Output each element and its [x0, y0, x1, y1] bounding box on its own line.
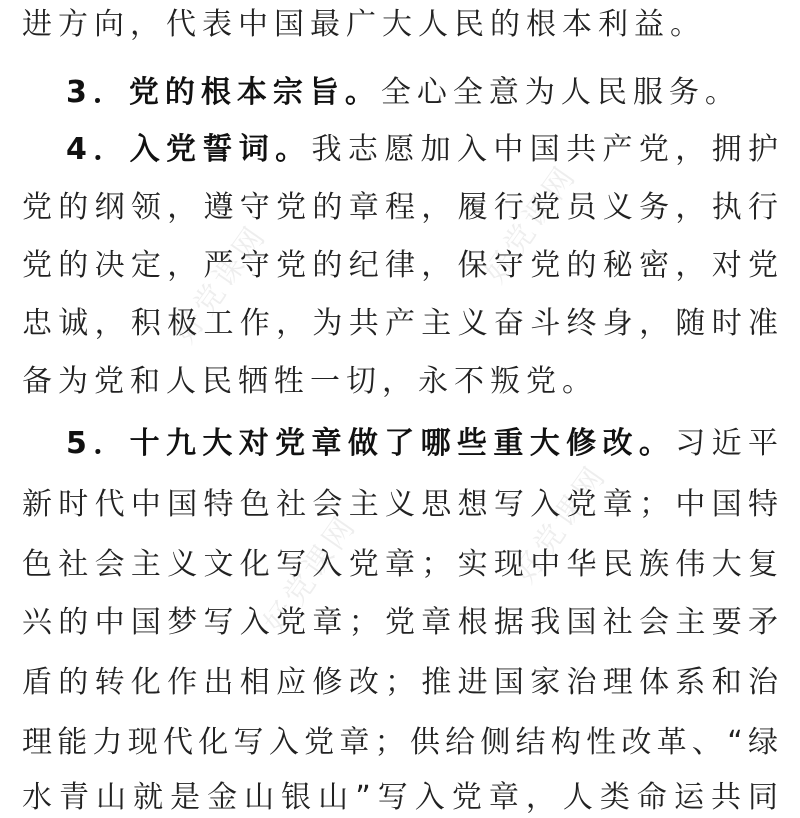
watermark: 好党课网: [167, 218, 275, 350]
text-line: 兴的中国梦写入党章；党章根据我国社会主要矛: [22, 605, 778, 640]
text-line: 水青山就是金山银山”写入党章，人类命运共同: [22, 780, 778, 815]
line-text: 我志愿加入中国共产党，拥护: [311, 132, 778, 167]
line-text: 进方向，代表中国最广大人民的根本利益。: [22, 7, 706, 42]
text-line: 新时代中国特色社会主义思想写入党章；中国特: [22, 487, 778, 522]
text-line: 色社会主义文化写入党章；实现中华民族伟大复: [22, 547, 778, 582]
watermark: 好党课网: [477, 158, 585, 290]
text-line: [22, 5, 778, 45]
watermark: 好党课网: [257, 508, 365, 640]
text-line: 理能力现代化写入党章；供给侧结构性改革、“绿: [22, 725, 778, 760]
text-line: 忠诚，积极工作，为共产主义奋斗终身，随时准: [22, 306, 778, 341]
text-line: 盾的转化作出相应修改；推进国家治理体系和治: [22, 665, 778, 700]
line-text: 习近平: [675, 426, 778, 461]
section-3: [66, 73, 778, 113]
section-heading: 4．入党誓词。: [66, 132, 312, 167]
watermark: 好党课网: [507, 458, 615, 590]
section-5: [66, 424, 778, 464]
line-text: 全心全意为人民服务。: [380, 75, 741, 110]
section-heading: 3．党的根本宗旨。: [66, 75, 381, 110]
text-line: 党的决定，严守党的纪律，保守党的秘密，对党: [22, 248, 778, 283]
section-heading: 5．十九大对党章做了哪些重大修改。: [66, 426, 676, 461]
text-line: 党的纲领，遵守党的章程，履行党员义务，执行: [22, 190, 778, 225]
text-line: 备为党和人民牺牲一切，永不叛党。: [22, 364, 598, 399]
section-4: [66, 130, 778, 170]
